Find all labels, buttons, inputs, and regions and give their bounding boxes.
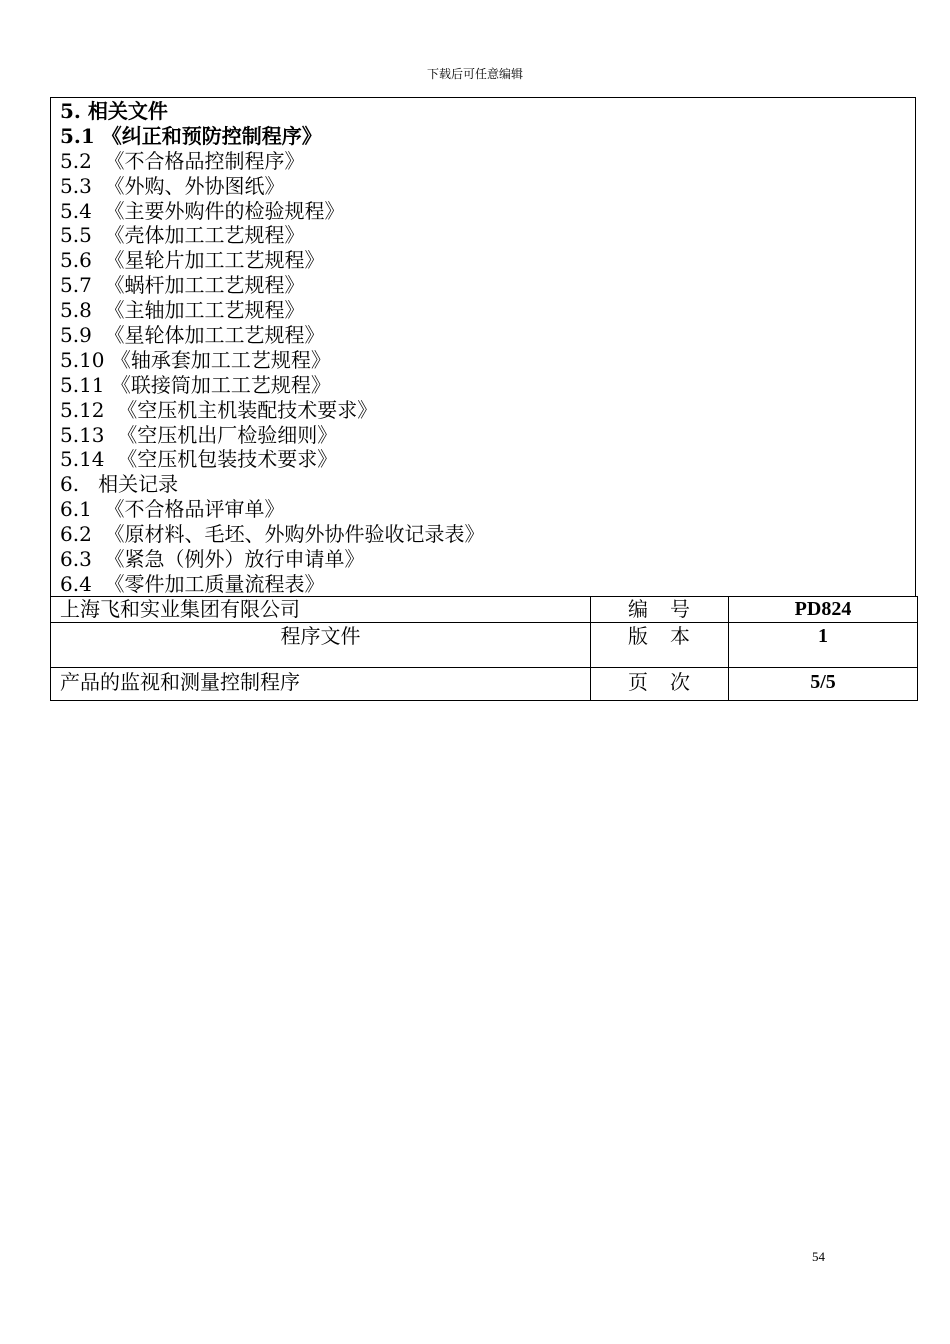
document-type: 程序文件 [51, 623, 591, 668]
page-number: 54 [812, 1249, 825, 1264]
document-title: 产品的监视和测量控制程序 [51, 668, 591, 701]
info-row-title [51, 668, 918, 701]
list-item: 5.2 《不合格品控制程序》 [60, 148, 305, 173]
code-value: PD824 [729, 597, 918, 623]
list-item: 5.10 《轴承套加工工艺规程》 [60, 347, 331, 372]
document-info-table [50, 596, 918, 701]
list-item: 5.6 《星轮片加工工艺规程》 [60, 248, 325, 273]
list-item: 5.9 《星轮体加工工艺规程》 [60, 323, 325, 348]
page-value: 5/5 [729, 668, 918, 701]
company-name: 上海飞和实业集团有限公司 [51, 597, 591, 623]
list-item: 5.14 《空压机包装技术要求》 [60, 447, 338, 472]
code-label: 编 号 [591, 597, 729, 623]
list-item: 5.1 《纠正和预防控制程序》 [60, 123, 322, 148]
related-documents-list [60, 99, 915, 597]
page-label: 页 次 [591, 668, 729, 701]
list-item: 5.12 《空压机主机装配技术要求》 [60, 397, 378, 422]
list-item: 5.5 《壳体加工工艺规程》 [60, 223, 305, 248]
list-item: 5.7 《蜗杆加工工艺规程》 [60, 273, 305, 298]
info-row-doc-type [51, 623, 918, 668]
list-item: 5.3 《外购、外协图纸》 [60, 173, 285, 198]
list-item: 5.13 《空压机出厂检验细则》 [60, 422, 338, 447]
list-item: 6.1 《不合格品评审单》 [60, 497, 285, 522]
list-item: 5.11 《联接筒加工工艺规程》 [60, 372, 331, 397]
list-item: 5.4 《主要外购件的检验规程》 [60, 198, 345, 223]
version-value: 1 [729, 623, 918, 668]
list-item: 6.3 《紧急（例外）放行申请单》 [60, 547, 365, 572]
list-item: 6.4 《零件加工质量流程表》 [60, 571, 325, 596]
list-item: 6.2 《原材料、毛坯、外购外协件验收记录表》 [60, 522, 485, 547]
version-label: 版 本 [591, 623, 729, 668]
info-row-company [51, 597, 918, 623]
list-item: 6. 相关记录 [60, 472, 179, 497]
list-item: 5. 相关文件 [60, 99, 168, 123]
list-item: 5.8 《主轴加工工艺规程》 [60, 298, 305, 323]
header-note: 下载后可任意编辑 [426, 67, 523, 81]
related-documents-box [50, 97, 916, 596]
